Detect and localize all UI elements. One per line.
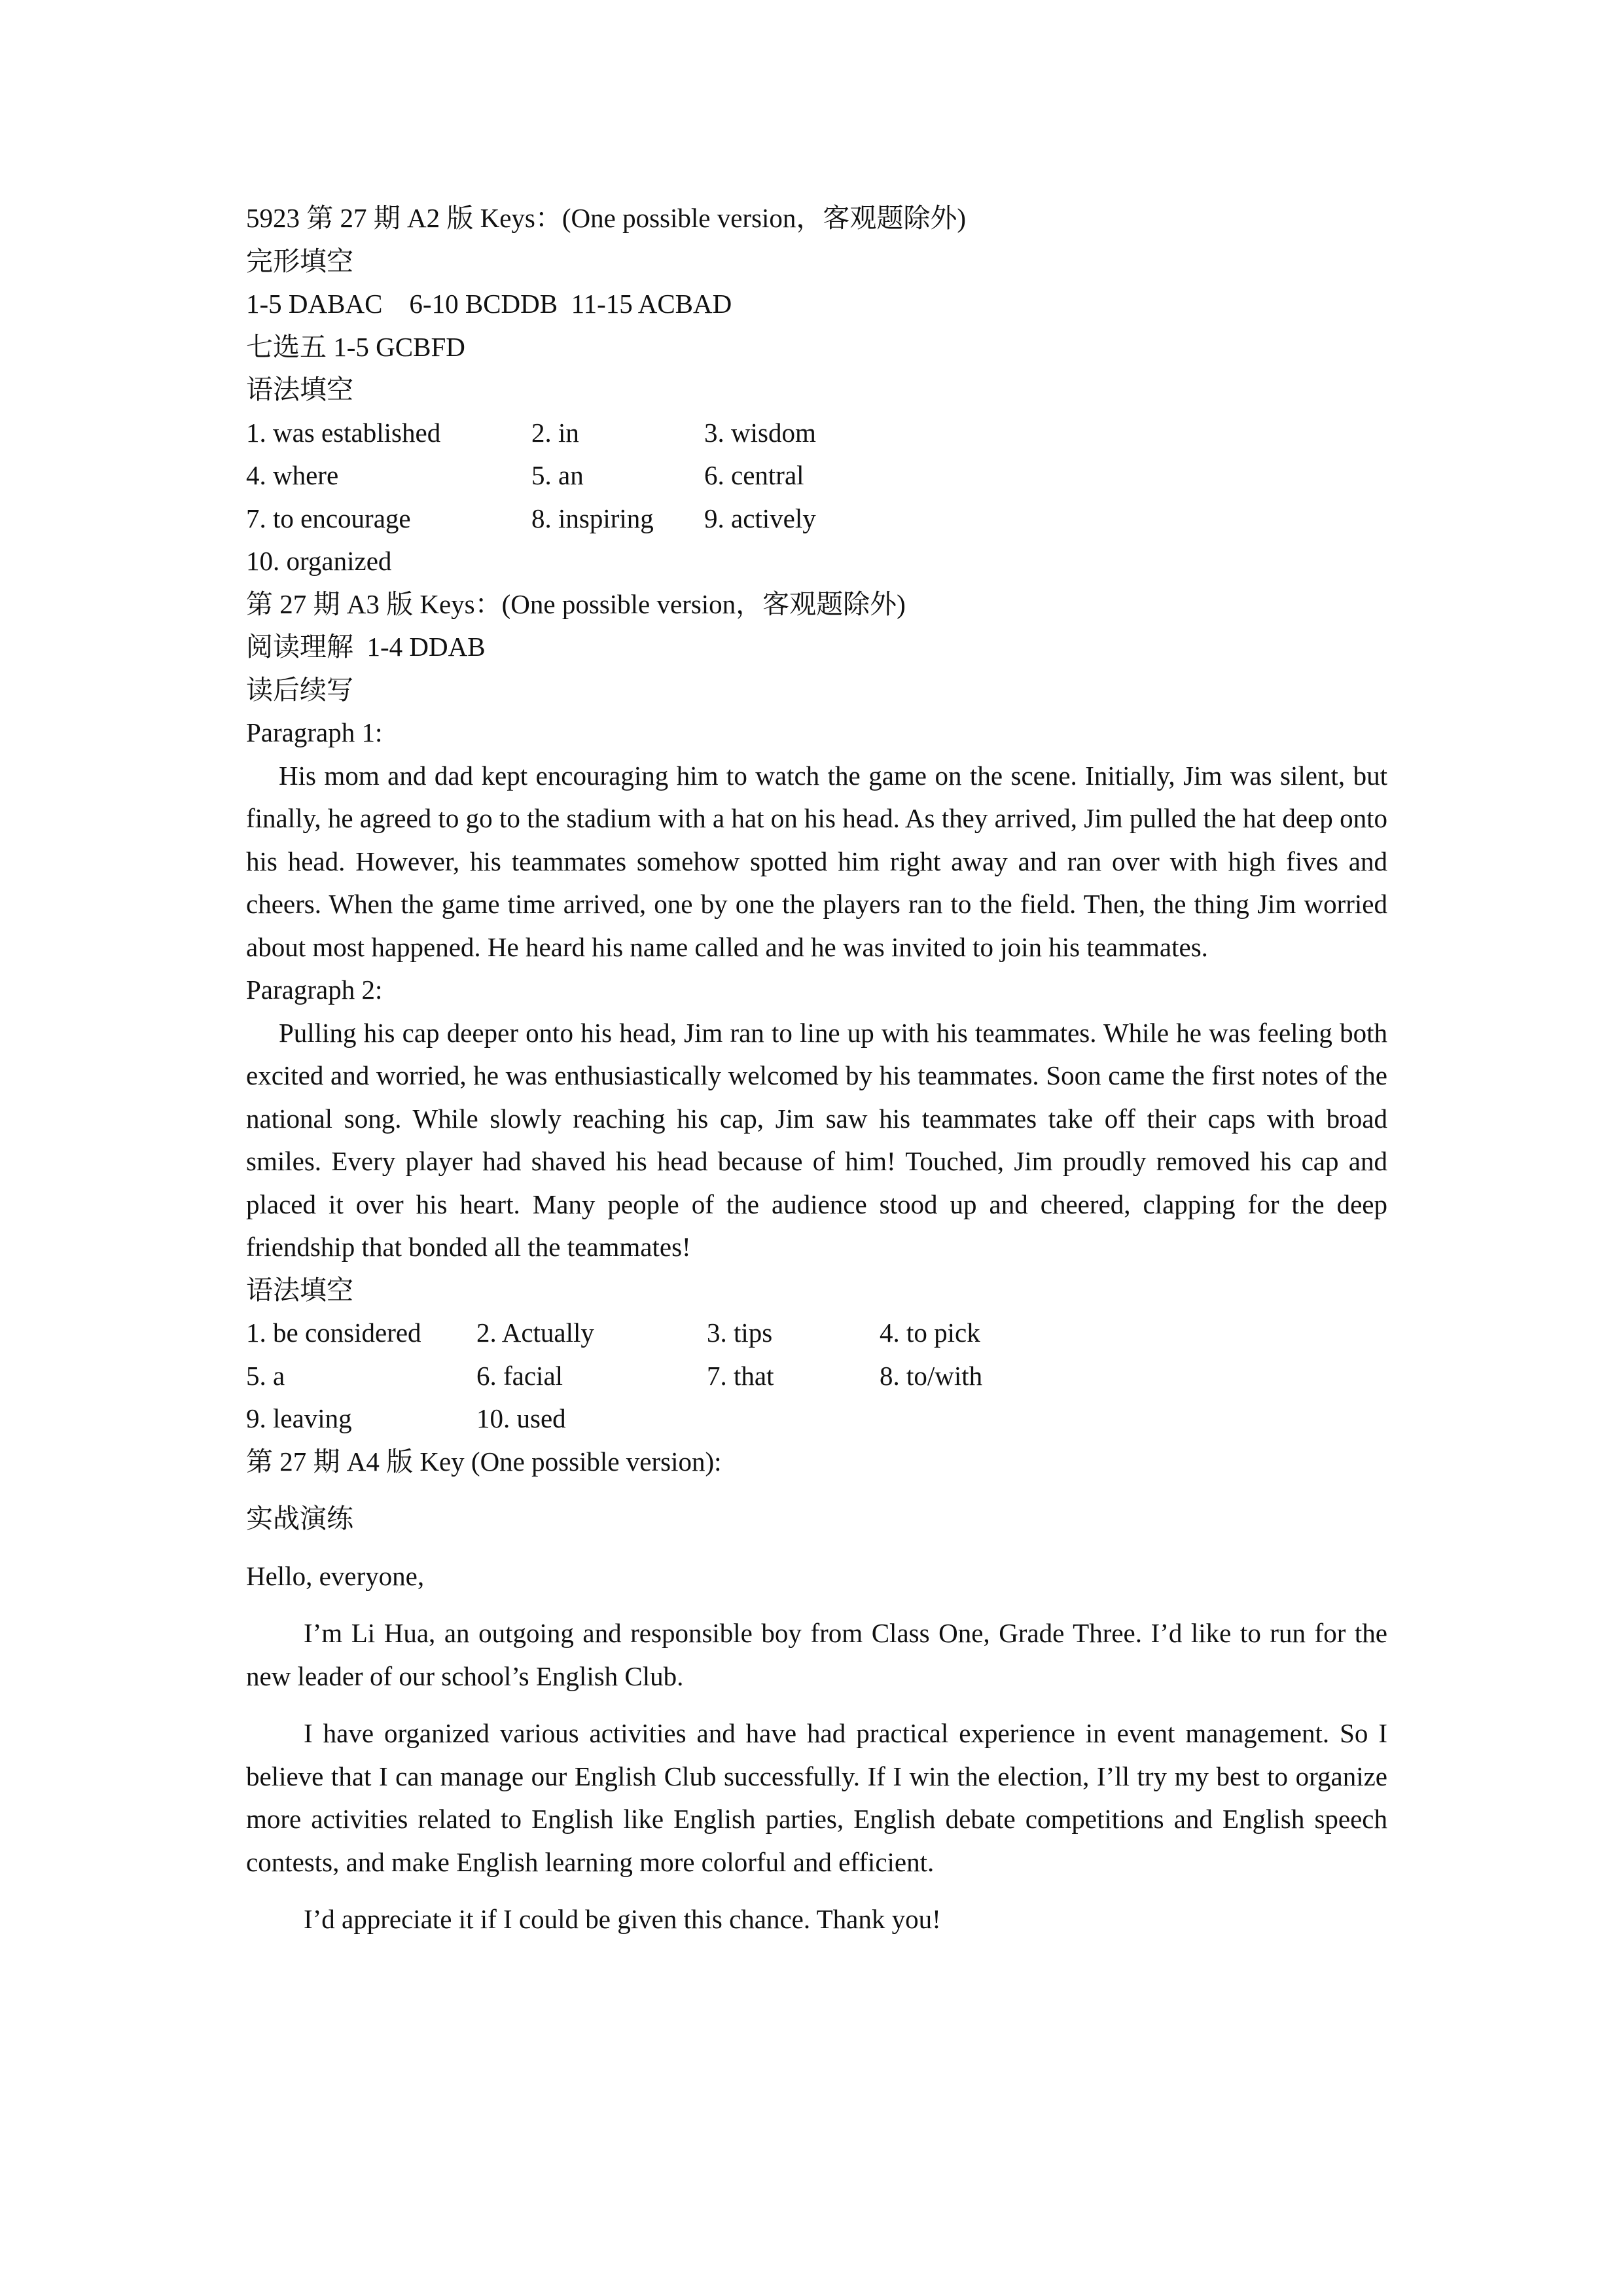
a2-grammar-row <box>246 454 1387 497</box>
a4-header: 第 27 期 A4 版 Key (One possible version): <box>246 1446 722 1477</box>
spacer <box>246 1698 1387 1712</box>
a2-cloze-title: 完形填空 <box>246 245 353 276</box>
a3-grammar-answer: 4. to pick <box>880 1318 980 1348</box>
a2-seven-five-answers: 七选五 1-5 GCBFD <box>246 331 465 362</box>
a4-greeting: Hello, everyone, <box>246 1560 425 1591</box>
a3-grammar-answer: 5. a <box>246 1360 285 1391</box>
a3-grammar-answer: 1. be considered <box>246 1318 421 1348</box>
a3-grammar-answer: 3. tips <box>707 1318 773 1348</box>
a3-grammar-answer: 9. leaving <box>246 1403 352 1433</box>
a2-grammar-answer: 3. wisdom <box>704 417 816 448</box>
a3-grammar-answer: 8. to/with <box>880 1360 983 1391</box>
a2-grammar-answer: 2. in <box>531 417 579 448</box>
a2-grammar-answer: 5. an <box>531 460 584 490</box>
a2-header: 5923 第 27 期 A2 版 Keys：(One possible version，客观题除外) <box>246 203 967 233</box>
a2-grammar-answer: 6. central <box>704 460 804 490</box>
a2-grammar-answer: 9. actively <box>704 503 816 533</box>
spacer <box>246 1483 1387 1498</box>
a3-header: 第 27 期 A3 版 Keys：(One possible version，客观题除外) <box>246 588 906 619</box>
a3-grammar-title: 语法填空 <box>246 1274 353 1305</box>
spacer <box>246 1884 1387 1898</box>
a2-grammar-row <box>246 540 1387 583</box>
answer-key-document <box>246 197 1387 1941</box>
a4-paragraph-1: I’m Li Hua, an outgoing and responsible boy from Class One, Grade Three. I’d like to run for the new leader of our school’s English Club. <box>246 1618 1387 1691</box>
a4-practice-title: 实战演练 <box>246 1503 353 1534</box>
a3-paragraph-2-text: Pulling his cap deeper onto his head, Jim ran to line up with his teammates. While he was feeling both excited and worried, he was enthusiastically welcomed by his teammates. Soon came the first notes of the national song. While slowly reaching his cap, Jim saw his teammates take off their caps with broad smiles. Every player had shaved his head because of him! Touched, Jim proudly removed his cap and placed it over his heart. Many people of the audience stood up and cheered, clapping for the deep friendship that bonded all the teammates! <box>246 1017 1387 1262</box>
a3-paragraph-1-text: His mom and dad kept encouraging him to watch the game on the scene. Initially, Jim was silent, but finally, he agreed to go to the stadium with a hat on his head. As they arrived, Jim pulled the hat deep onto his head. However, his teammates somehow spotted him right away and ran over with high fives and cheers. When the game time arrived, one by one the players ran to the field. Then, the thing Jim worried about most happened. He heard his name called and he was invited to join his teammates. <box>246 760 1387 962</box>
spacer <box>246 1541 1387 1555</box>
a3-continuation-title: 读后续写 <box>246 674 353 705</box>
a3-grammar-answer: 10. used <box>476 1403 566 1433</box>
a2-grammar-answer: 4. where <box>246 460 339 490</box>
a3-reading-answers: 阅读理解 1-4 DDAB <box>246 632 486 662</box>
a3-paragraph-1-label: Paragraph 1: <box>246 717 383 747</box>
a2-grammar-title: 语法填空 <box>246 374 353 404</box>
a3-grammar-answer: 2. Actually <box>476 1318 594 1348</box>
a3-grammar-row <box>246 1397 1387 1441</box>
a2-grammar-answer: 7. to encourage <box>246 503 411 533</box>
a2-grammar-row <box>246 497 1387 541</box>
a3-grammar-row <box>246 1355 1387 1398</box>
a3-grammar-answer: 6. facial <box>476 1360 563 1391</box>
a4-paragraph-2: I have organized various activities and have had practical experience in event management. So I believe that I can manage our English Club successfully. If I win the election, I’ll try my best to organize more activities related to English like English parties, English debate competitions and English speech contests, and make English learning more colorful and efficient. <box>246 1718 1387 1877</box>
a2-cloze-answers: 1-5 DABAC 6-10 BCDDB 11-15 ACBAD <box>246 289 732 319</box>
a3-grammar-row <box>246 1312 1387 1355</box>
a3-grammar-answer: 7. that <box>707 1360 774 1391</box>
a2-grammar-answer: 1. was established <box>246 417 441 448</box>
a2-grammar-answer: 8. inspiring <box>531 503 654 533</box>
a3-paragraph-2-label: Paragraph 2: <box>246 975 383 1005</box>
spacer <box>246 1598 1387 1612</box>
a4-paragraph-3: I’d appreciate it if I could be given this chance. Thank you! <box>304 1904 941 1934</box>
a2-grammar-answer: 10. organized <box>246 546 392 576</box>
a2-grammar-row <box>246 412 1387 455</box>
